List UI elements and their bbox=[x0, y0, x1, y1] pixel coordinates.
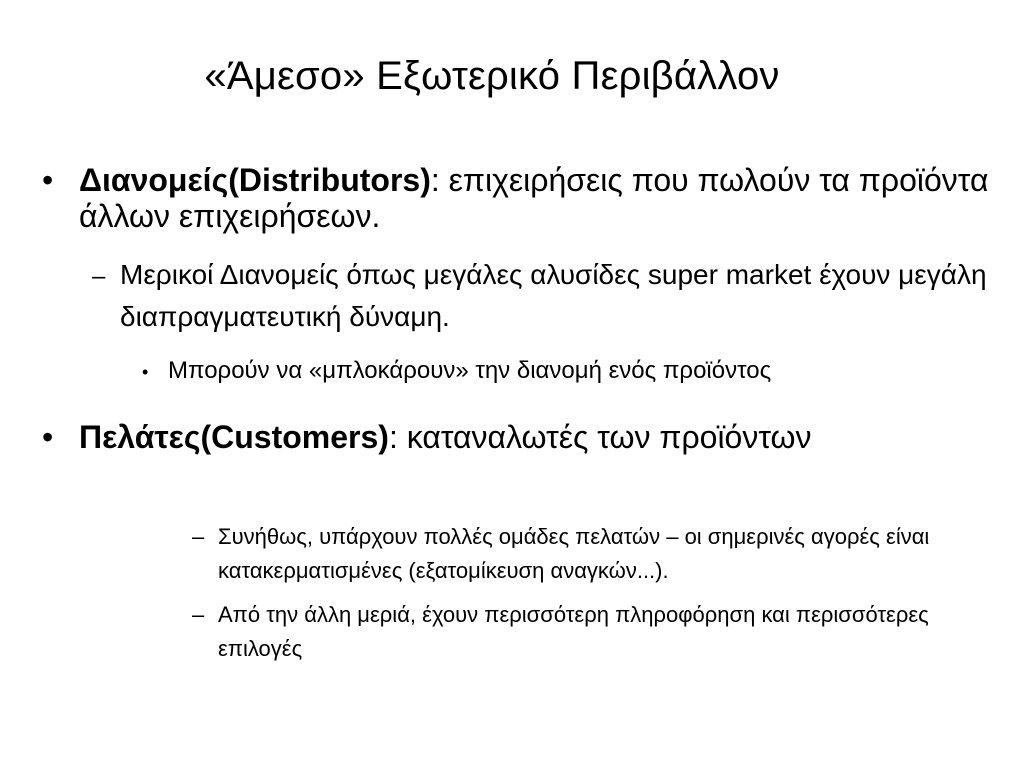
sub-sub-bullet-item bbox=[142, 356, 1002, 386]
bullet-item-distributors bbox=[42, 162, 1002, 234]
sub-bullet-item bbox=[92, 254, 1002, 338]
sub-bullet-text: Μερικοί Διανομείς όπως μεγάλες αλυσίδες super market έχουν μεγάλη διαπραγματευτική δύναμη. bbox=[120, 259, 987, 332]
bullet-bold-term: Διανομείς(Distributors) bbox=[79, 162, 431, 198]
sub-bullet-text: Συνήθως, υπάρχουν πολλές ομάδες πελατών – οι σημερινές αγορές είναι κατακερματισμένες (εξατομίκευση αναγκών...). bbox=[218, 524, 930, 583]
sub-bullet-text: Από την άλλη μεριά, έχουν περισσότερη πληροφόρηση και περισσότερες επιλογές bbox=[218, 602, 929, 661]
bullet-marker: • bbox=[42, 419, 54, 455]
dash-marker: – bbox=[92, 263, 106, 290]
bullet-text bbox=[79, 410, 1002, 464]
slide-title: «Άμεσο» Εξωτερικό Περιβάλλον bbox=[204, 54, 780, 98]
sub-sub-bullet-text: Μπορούν να «μπλοκάρουν» την διανομή ενός προϊόντος bbox=[168, 357, 772, 384]
bullet-item-customers bbox=[42, 410, 1002, 464]
bullet-description: : καταναλωτές των προϊόντων bbox=[388, 419, 812, 455]
bullet-description: : επιχειρήσεις που πωλούν τα προϊόντα άλλων επιχειρήσεων. bbox=[79, 162, 989, 234]
dash-marker: – bbox=[192, 524, 205, 549]
bullet-marker: • bbox=[142, 362, 149, 382]
bullet-marker: • bbox=[42, 162, 54, 198]
bullet-bold-term: Πελάτες(Customers) bbox=[79, 419, 389, 455]
dash-marker: – bbox=[192, 602, 205, 627]
sub-bullet-item bbox=[192, 520, 972, 588]
bullet-text bbox=[79, 162, 1002, 234]
sub-bullet-item bbox=[192, 598, 972, 666]
